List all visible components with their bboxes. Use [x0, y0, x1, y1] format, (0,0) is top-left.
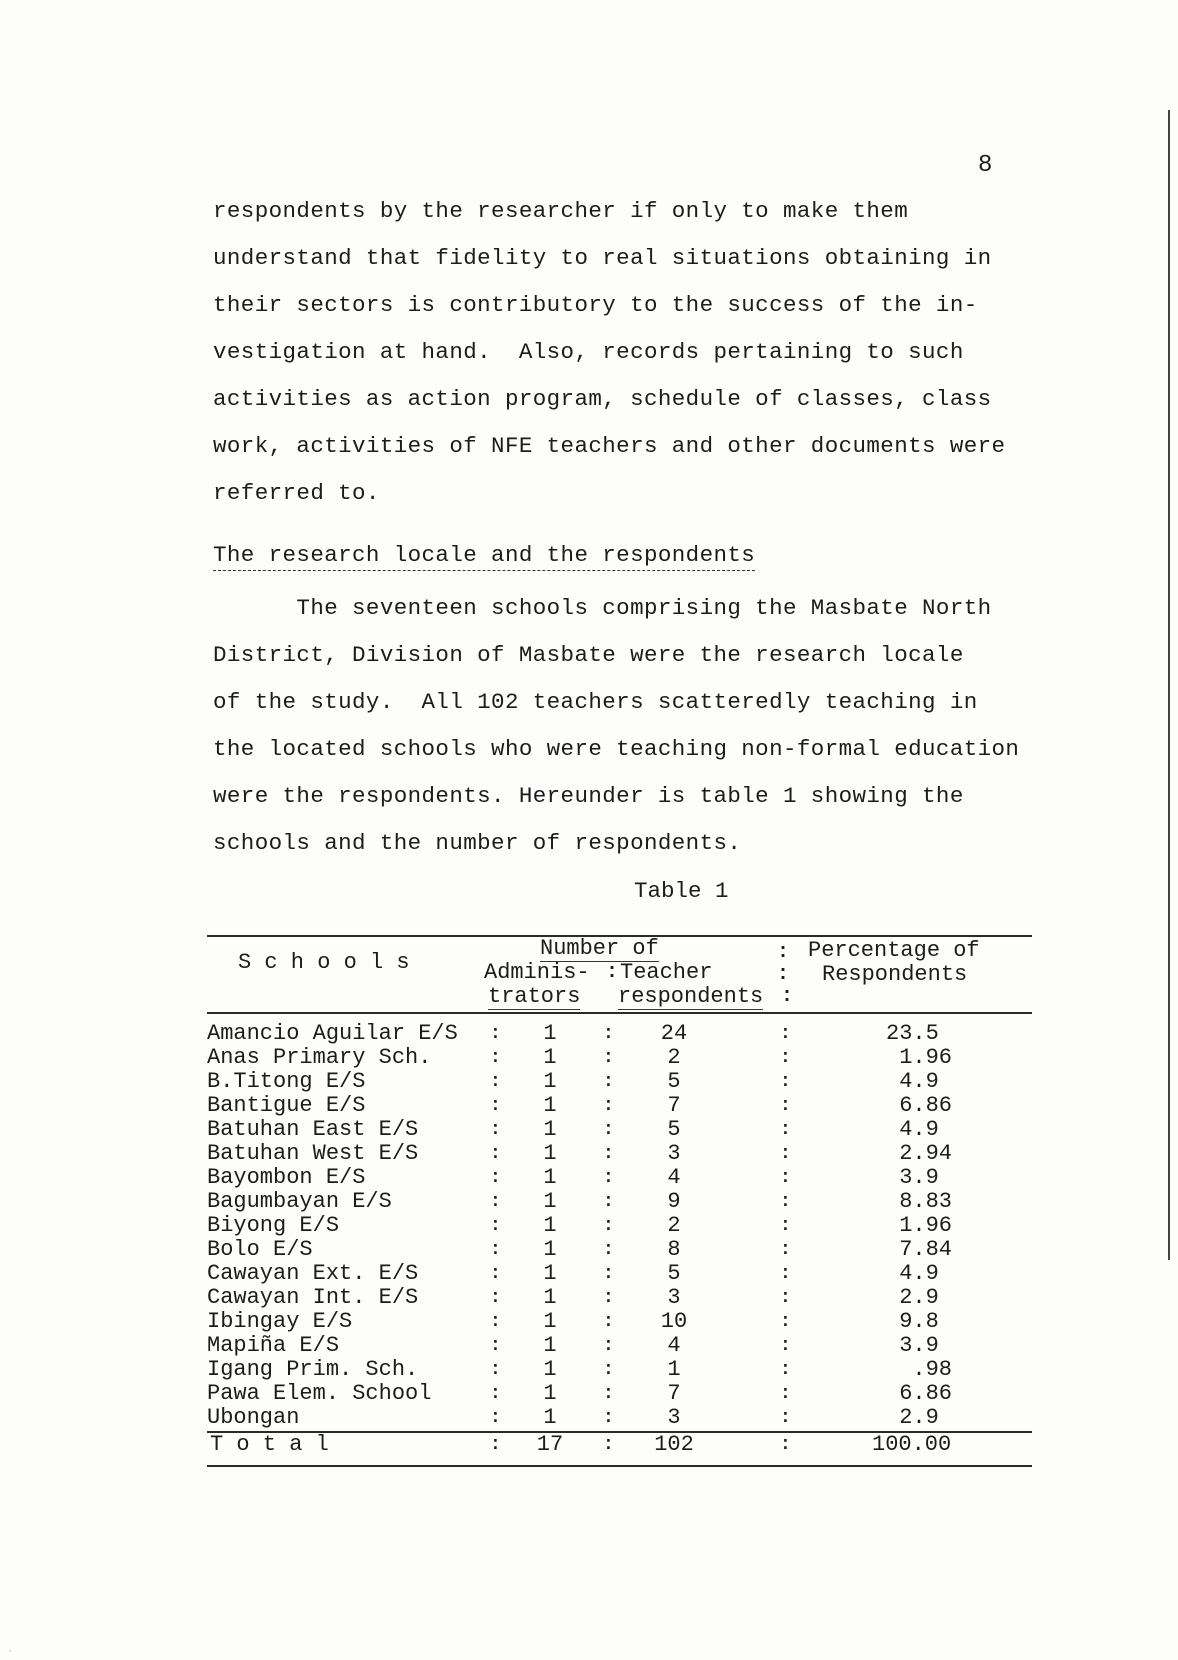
- column-separator: :: [603, 1216, 614, 1236]
- column-separator: :: [780, 1072, 791, 1092]
- header-bottom-rule: [207, 1012, 1032, 1014]
- header-pct-1: Percentage of: [808, 938, 980, 963]
- teacher-count: 3: [667, 1285, 681, 1310]
- column-separator: :: [490, 1144, 501, 1164]
- total-teachers: 102: [654, 1432, 694, 1457]
- teacher-count: 7: [667, 1093, 681, 1118]
- text-line: The seventeen schools comprising the Masbate North: [213, 595, 992, 621]
- column-separator: :: [603, 1336, 614, 1356]
- teacher-count: 4: [667, 1333, 681, 1358]
- text-line: referred to.: [213, 480, 380, 506]
- column-separator: :: [603, 1096, 614, 1116]
- teacher-count: 5: [667, 1069, 681, 1094]
- school-name: Cawayan Int. E/S: [207, 1285, 419, 1310]
- header-colon: :: [777, 941, 790, 964]
- column-separator: :: [490, 1216, 501, 1236]
- column-separator: :: [603, 1240, 614, 1260]
- school-name: Biyong E/S: [207, 1213, 340, 1238]
- percentage: 6.86: [886, 1381, 953, 1406]
- column-separator: :: [490, 1168, 501, 1188]
- column-separator: :: [780, 1192, 791, 1212]
- text-line: schools and the number of respondents.: [213, 830, 742, 856]
- column-separator: :: [490, 1096, 501, 1116]
- column-separator: :: [603, 1024, 614, 1044]
- column-separator: :: [490, 1120, 501, 1140]
- text-line: activities as action program, schedule of classes, class: [213, 386, 992, 412]
- admin-count: 1: [543, 1285, 557, 1310]
- percentage: 23.5: [886, 1021, 939, 1046]
- column-separator: :: [780, 1240, 791, 1260]
- text-line: the located schools who were teaching non-formal education: [213, 736, 1020, 762]
- percentage: 6.86: [886, 1093, 953, 1118]
- table-row: [0, 1142, 1178, 1166]
- admin-count: 1: [543, 1381, 557, 1406]
- header-teacher-1: Teacher: [620, 960, 713, 985]
- school-name: Bantigue E/S: [207, 1093, 366, 1118]
- table-row: [0, 1382, 1178, 1406]
- header-teacher-2: respondents: [618, 984, 764, 1009]
- table-row: [0, 1358, 1178, 1382]
- header-number-of: Number of: [540, 936, 659, 961]
- column-separator: :: [603, 1360, 614, 1380]
- teacher-count: 1: [667, 1357, 681, 1382]
- school-name: Pawa Elem. School: [207, 1381, 432, 1406]
- header-colon: :: [781, 985, 794, 1008]
- table-row: [0, 1070, 1178, 1094]
- admin-count: 1: [543, 1405, 557, 1430]
- text-line: their sectors is contributory to the success of the in-: [213, 292, 978, 318]
- table-row: [0, 1022, 1178, 1046]
- admin-count: 1: [543, 1069, 557, 1094]
- column-separator: :: [490, 1264, 501, 1284]
- header-schools: S c h o o l s: [238, 950, 410, 975]
- table-row: [0, 1286, 1178, 1310]
- table-bottom-rule: [207, 1465, 1032, 1467]
- text-line: of the study. All 102 teachers scatteredly teaching in: [213, 689, 978, 715]
- percentage: 2.9: [886, 1405, 939, 1430]
- column-separator: :: [490, 1312, 501, 1332]
- percentage: 7.84: [886, 1237, 953, 1262]
- percentage: .98: [886, 1357, 953, 1382]
- column-separator: :: [490, 1240, 501, 1260]
- table-row: [0, 1046, 1178, 1070]
- header-pct-2: Respondents: [822, 962, 968, 987]
- total-admin: 17: [536, 1432, 564, 1457]
- table-row: [0, 1334, 1178, 1358]
- column-separator: :: [490, 1408, 501, 1428]
- column-separator: :: [603, 1408, 614, 1428]
- column-separator: :: [780, 1120, 791, 1140]
- text-line: District, Division of Masbate were the research locale: [213, 642, 964, 668]
- column-separator: :: [490, 1384, 501, 1404]
- column-separator: :: [603, 1435, 614, 1455]
- column-separator: :: [490, 1048, 501, 1068]
- school-name: Bolo E/S: [207, 1237, 313, 1262]
- percentage: 2.94: [886, 1141, 953, 1166]
- column-separator: :: [780, 1216, 791, 1236]
- total-row: [0, 1433, 1178, 1457]
- text-line: were the respondents. Hereunder is table 1 showing the: [213, 783, 964, 809]
- header-admin-2: trators: [488, 984, 581, 1009]
- table-row: [0, 1406, 1178, 1430]
- text-line: respondents by the researcher if only to make them: [213, 198, 909, 224]
- admin-count: 1: [543, 1333, 557, 1358]
- column-separator: :: [490, 1336, 501, 1356]
- school-name: Ubongan: [207, 1405, 300, 1430]
- school-name: Bayombon E/S: [207, 1165, 366, 1190]
- scan-footer-mark: ·: [8, 1648, 13, 1656]
- column-separator: :: [780, 1264, 791, 1284]
- teacher-count: 2: [667, 1213, 681, 1238]
- percentage: 3.9: [886, 1333, 939, 1358]
- column-separator: :: [780, 1336, 791, 1356]
- percentage: 8.83: [886, 1189, 953, 1214]
- percentage: 1.96: [886, 1213, 953, 1238]
- section-heading: The research locale and the respondents: [213, 542, 755, 571]
- column-separator: :: [780, 1168, 791, 1188]
- column-separator: :: [490, 1024, 501, 1044]
- school-name: Ibingay E/S: [207, 1309, 353, 1334]
- percentage: 9.8: [886, 1309, 939, 1334]
- teacher-count: 5: [667, 1117, 681, 1142]
- teacher-count: 24: [660, 1021, 688, 1046]
- school-name: Amancio Aguilar E/S: [207, 1021, 458, 1046]
- percentage: 2.9: [886, 1285, 939, 1310]
- column-separator: :: [780, 1408, 791, 1428]
- column-separator: :: [603, 1288, 614, 1308]
- teacher-count: 10: [660, 1309, 688, 1334]
- admin-count: 1: [543, 1237, 557, 1262]
- column-separator: :: [490, 1192, 501, 1212]
- column-separator: :: [603, 1192, 614, 1212]
- column-separator: :: [780, 1024, 791, 1044]
- table-row: [0, 1166, 1178, 1190]
- column-separator: :: [490, 1360, 501, 1380]
- teacher-count: 7: [667, 1381, 681, 1406]
- percentage: 4.9: [886, 1069, 939, 1094]
- column-separator: :: [780, 1384, 791, 1404]
- column-separator: :: [780, 1435, 791, 1455]
- column-separator: :: [603, 1048, 614, 1068]
- table-row: [0, 1238, 1178, 1262]
- table-caption: Table 1: [634, 878, 729, 904]
- column-separator: :: [603, 1312, 614, 1332]
- admin-count: 1: [543, 1021, 557, 1046]
- column-separator: :: [780, 1312, 791, 1332]
- percentage: 1.96: [886, 1045, 953, 1070]
- total-label: T o t a l: [210, 1432, 329, 1457]
- total-pct: 100.00: [872, 1432, 952, 1457]
- teacher-count: 9: [667, 1189, 681, 1214]
- admin-count: 1: [543, 1045, 557, 1070]
- column-separator: :: [780, 1048, 791, 1068]
- column-separator: :: [603, 1384, 614, 1404]
- table-row: [0, 1118, 1178, 1142]
- column-separator: :: [780, 1096, 791, 1116]
- school-name: Mapiña E/S: [207, 1333, 340, 1358]
- admin-count: 1: [543, 1117, 557, 1142]
- column-separator: :: [603, 1264, 614, 1284]
- table-row: [0, 1310, 1178, 1334]
- teacher-count: 4: [667, 1165, 681, 1190]
- teacher-count: 2: [667, 1045, 681, 1070]
- column-separator: :: [603, 1120, 614, 1140]
- table-row: [0, 1190, 1178, 1214]
- column-separator: :: [490, 1435, 501, 1455]
- column-separator: :: [780, 1288, 791, 1308]
- teacher-count: 3: [667, 1141, 681, 1166]
- teacher-count: 3: [667, 1405, 681, 1430]
- header-colon: :: [606, 961, 619, 984]
- column-separator: :: [490, 1072, 501, 1092]
- header-admin-1: Adminis-: [484, 960, 590, 985]
- admin-count: 1: [543, 1093, 557, 1118]
- page-number: 8: [978, 152, 993, 179]
- school-name: Cawayan Ext. E/S: [207, 1261, 419, 1286]
- table-row: [0, 1094, 1178, 1118]
- admin-count: 1: [543, 1213, 557, 1238]
- text-line: understand that fidelity to real situations obtaining in: [213, 245, 992, 271]
- school-name: Igang Prim. Sch.: [207, 1357, 419, 1382]
- teacher-count: 8: [667, 1237, 681, 1262]
- school-name: Bagumbayan E/S: [207, 1189, 392, 1214]
- percentage: 3.9: [886, 1165, 939, 1190]
- text-line: work, activities of NFE teachers and other documents were: [213, 433, 1006, 459]
- admin-count: 1: [543, 1165, 557, 1190]
- teacher-count: 5: [667, 1261, 681, 1286]
- table-row: [0, 1262, 1178, 1286]
- school-name: Batuhan East E/S: [207, 1117, 419, 1142]
- column-separator: :: [603, 1072, 614, 1092]
- school-name: Batuhan West E/S: [207, 1141, 419, 1166]
- percentage: 4.9: [886, 1261, 939, 1286]
- header-colon: :: [777, 963, 790, 986]
- text-line: vestigation at hand. Also, records pertaining to such: [213, 339, 964, 365]
- school-name: Anas Primary Sch.: [207, 1045, 432, 1070]
- column-separator: :: [603, 1144, 614, 1164]
- column-separator: :: [490, 1288, 501, 1308]
- admin-count: 1: [543, 1141, 557, 1166]
- table-row: [0, 1214, 1178, 1238]
- school-name: B.Titong E/S: [207, 1069, 366, 1094]
- column-separator: :: [603, 1168, 614, 1188]
- column-separator: :: [780, 1360, 791, 1380]
- admin-count: 1: [543, 1309, 557, 1334]
- admin-count: 1: [543, 1261, 557, 1286]
- column-separator: :: [780, 1144, 791, 1164]
- percentage: 4.9: [886, 1117, 939, 1142]
- admin-count: 1: [543, 1357, 557, 1382]
- admin-count: 1: [543, 1189, 557, 1214]
